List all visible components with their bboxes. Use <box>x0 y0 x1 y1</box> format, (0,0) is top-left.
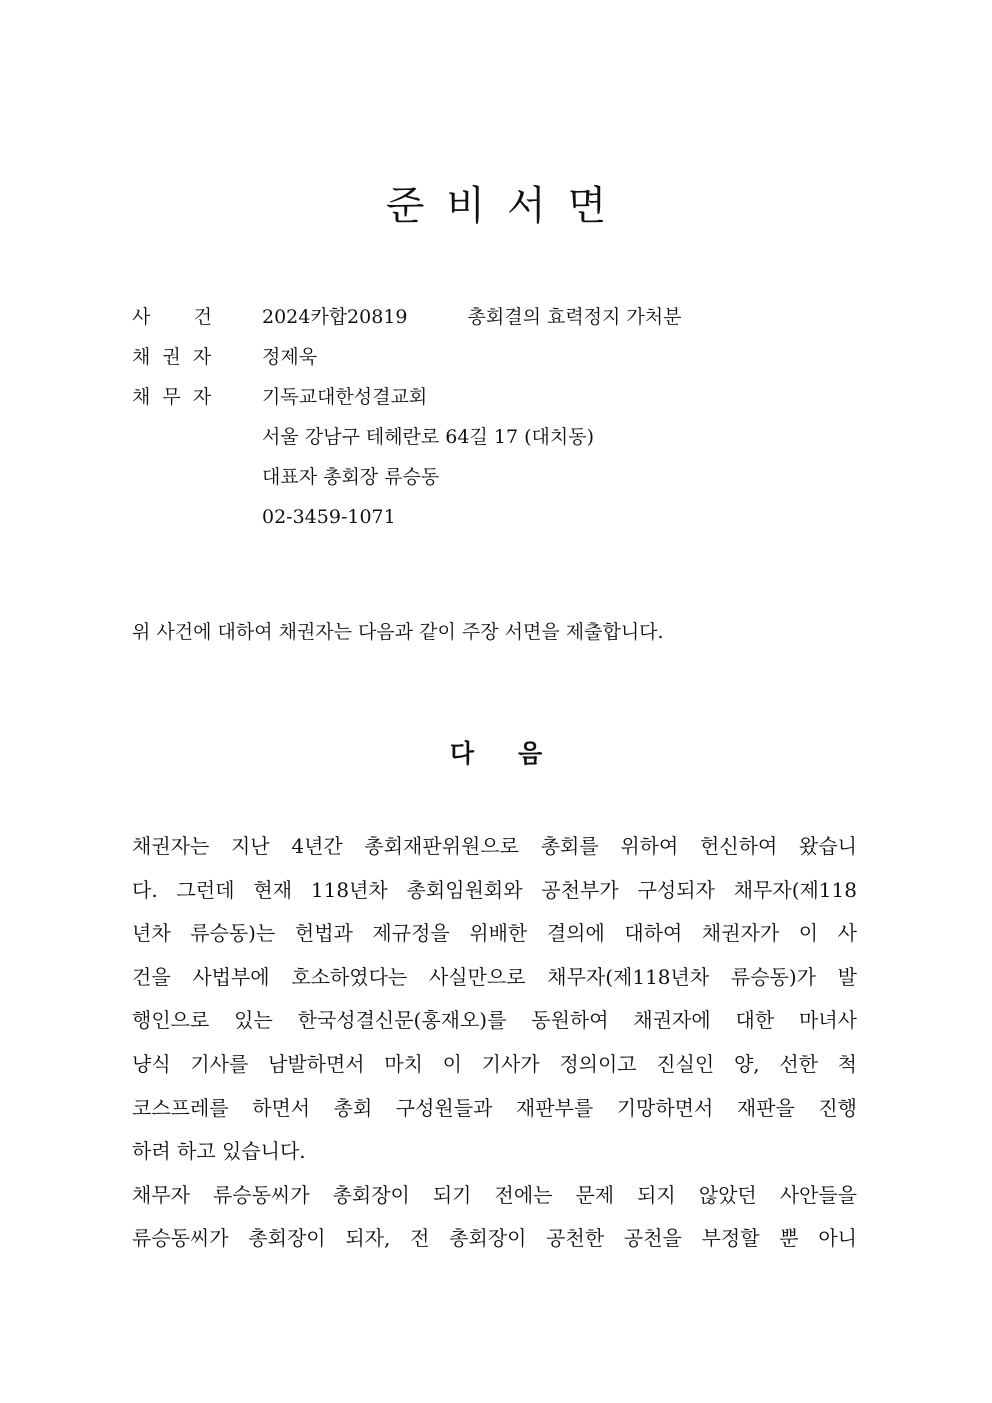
body-line: 채권자는 지난 4년간 총회재판위원으로 총회를 위하여 헌신하여 왔습니 <box>132 834 857 858</box>
case-number: 2024카합20819 <box>262 306 408 328</box>
case-info <box>132 297 872 537</box>
debtor-label: 채무자 <box>132 386 224 408</box>
creditor-label: 채권자 <box>132 346 224 368</box>
intro-statement: 위 사건에 대하여 채권자는 다음과 같이 주장 서면을 제출합니다. <box>132 621 664 643</box>
body-line: 건을 사법부에 호소하였다는 사실만으로 채무자(제118년차 류승동)가 발 <box>132 964 857 989</box>
debtor-phone: 02-3459-1071 <box>262 506 396 528</box>
body-line: 냥식 기사를 남발하면서 마치 이 기사가 정의이고 진실인 양, 선한 척 <box>132 1051 857 1076</box>
debtor-name: 기독교대한성결교회 <box>262 386 428 408</box>
creditor-row <box>132 337 872 377</box>
debtor-address: 서울 강남구 테헤란로 64길 17 (대치동) <box>262 426 594 448</box>
body-line: 행인으로 있는 한국성결신문(홍재오)를 동원하여 채권자에 대한 마녀사 <box>132 1008 857 1033</box>
debtor-phone-row <box>132 497 872 537</box>
body-line: 년차 류승동)는 헌법과 제규정을 위배한 결의에 대하여 채권자가 이 사 <box>132 921 857 946</box>
debtor-representative: 대표자 총회장 류승동 <box>262 466 440 488</box>
case-name: 총회결의 효력정지 가처분 <box>467 306 682 328</box>
body-line: 채무자 류승동씨가 총회장이 되기 전에는 문제 되지 않았던 사안들을 <box>132 1182 857 1207</box>
debtor-address-row <box>132 417 872 457</box>
body-line: 류승동씨가 총회장이 되자, 전 총회장이 공천한 공천을 부정할 뿐 아니 <box>132 1226 857 1251</box>
creditor-name: 정제욱 <box>262 346 318 368</box>
debtor-representative-row <box>132 457 872 497</box>
debtor-row <box>132 377 872 417</box>
case-row <box>132 297 872 337</box>
document-title: 준비서면 <box>385 183 629 229</box>
case-label: 사 건 <box>132 306 212 328</box>
body-paragraphs <box>132 825 857 1261</box>
body-line: 하려 하고 있습니다. <box>132 1139 306 1164</box>
body-line: 다. 그런데 현재 118년차 총회임원회와 공천부가 구성되자 채무자(제118 <box>132 877 857 902</box>
section-heading: 다 음 <box>449 739 543 768</box>
body-line: 코스프레를 하면서 총회 구성원들과 재판부를 기망하면서 재판을 진행 <box>132 1095 857 1120</box>
